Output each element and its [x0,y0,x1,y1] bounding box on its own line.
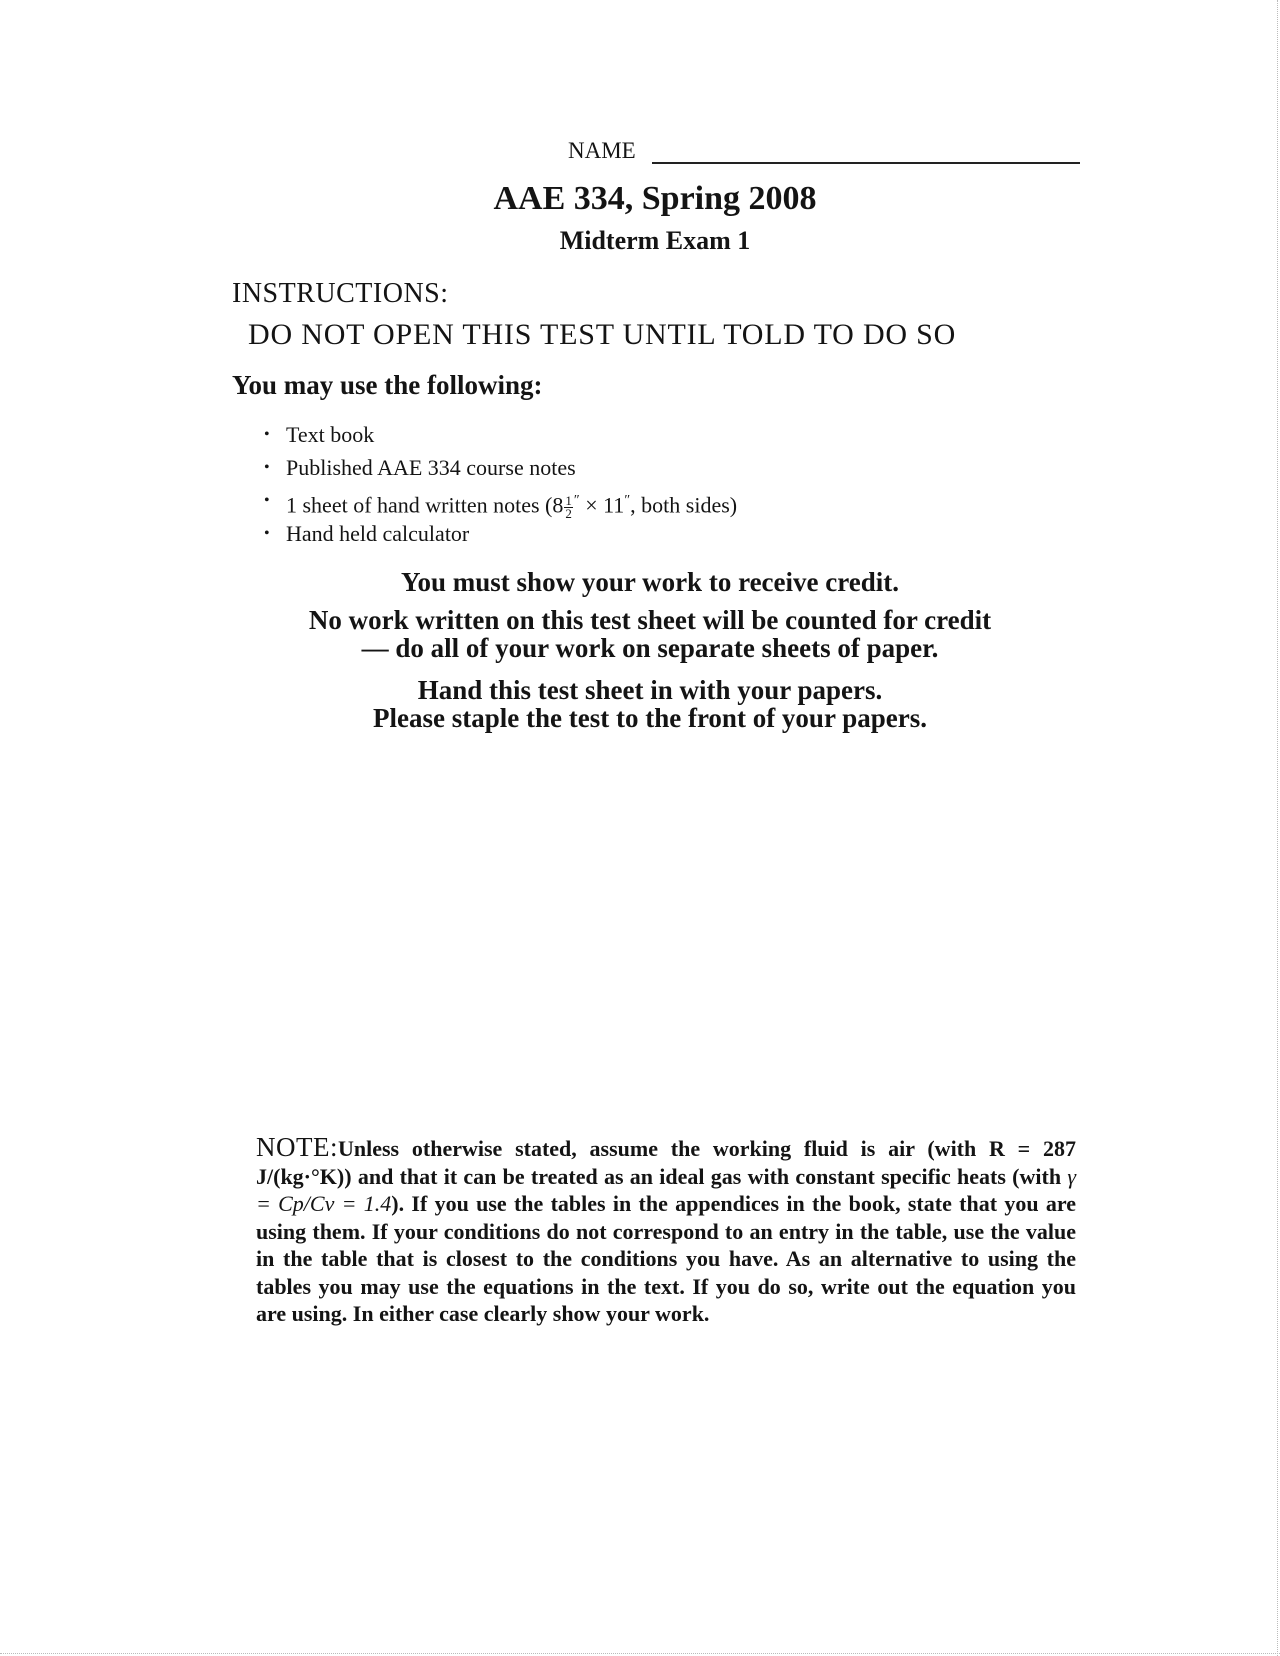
name-field [568,136,1088,168]
exam-title: AAE 334, Spring 2008 [493,180,817,217]
fraction-one-half: $\frac{1}{2}$ [565,492,572,521]
list-item-text-mid: × 11 [579,492,625,518]
scan-edge-bottom [0,1652,1280,1654]
inch-mark: ″ [624,493,631,508]
no-work-line-1: No work written on this test sheet will be counted for credit [308,605,992,635]
do-not-open-warning: DO NOT OPEN THIS TEST UNTIL TOLD TO DO SO [248,318,957,351]
no-work-statement [210,606,1090,662]
list-item-text-pre: 1 sheet of hand written notes (8 [286,492,564,518]
allowed-materials-list [262,418,737,550]
note-text-part-2: ). If you use the tables in the appendices in the book, state that you are using them. If your conditions do not correspond to an entry in the table, use the value in the table that is closest to the conditions you have. As an alternative to using the tables you may use the equations in the text. If you do so, write out the equation you are using. In either case clearly show your work. [256,1191,1076,1326]
bullet-icon: • [264,525,270,542]
bullet-icon: • [264,426,270,443]
list-item-text-post: , both sides) [630,492,738,518]
instructions-heading: INSTRUCTIONS: [232,278,449,309]
hand-in-line-1: Hand this test sheet in with your papers. [417,675,883,705]
list-item-text: Hand held calculator [286,521,470,546]
no-work-line-2: — do all of your work on separate sheets of paper. [361,633,939,663]
inch-mark: ″ [573,493,580,508]
allowed-materials-heading: You may use the following: [232,370,543,400]
list-item-text: Published AAE 334 course notes [286,455,576,480]
gamma-equation: γ = Cp/Cv = 1.4 [256,1163,1076,1216]
scan-edge-right [1275,0,1278,1656]
note-label: NOTE: [256,1132,338,1162]
list-item [262,418,737,451]
name-label: NAME [568,138,636,163]
name-blank-line [652,162,1080,164]
list-item-text: Text book [286,422,375,447]
bullet-icon: • [264,492,270,509]
list-item [262,484,738,521]
note-text-part-1: Unless otherwise stated, assume the working fluid is air (with R = 287 J/(kg·°K)) and that it can be treated as an ideal gas with constant specific heats (with [256,1136,1076,1189]
bullet-icon: • [264,459,270,476]
show-work-statement: You must show your work to receive credit. [401,567,899,597]
note-paragraph [256,1134,1076,1328]
exam-subtitle: Midterm Exam 1 [559,226,751,255]
list-item [262,451,737,484]
hand-in-line-2: Please staple the test to the front of your papers. [373,703,927,733]
list-item [262,517,737,550]
hand-in-statement [210,676,1090,732]
